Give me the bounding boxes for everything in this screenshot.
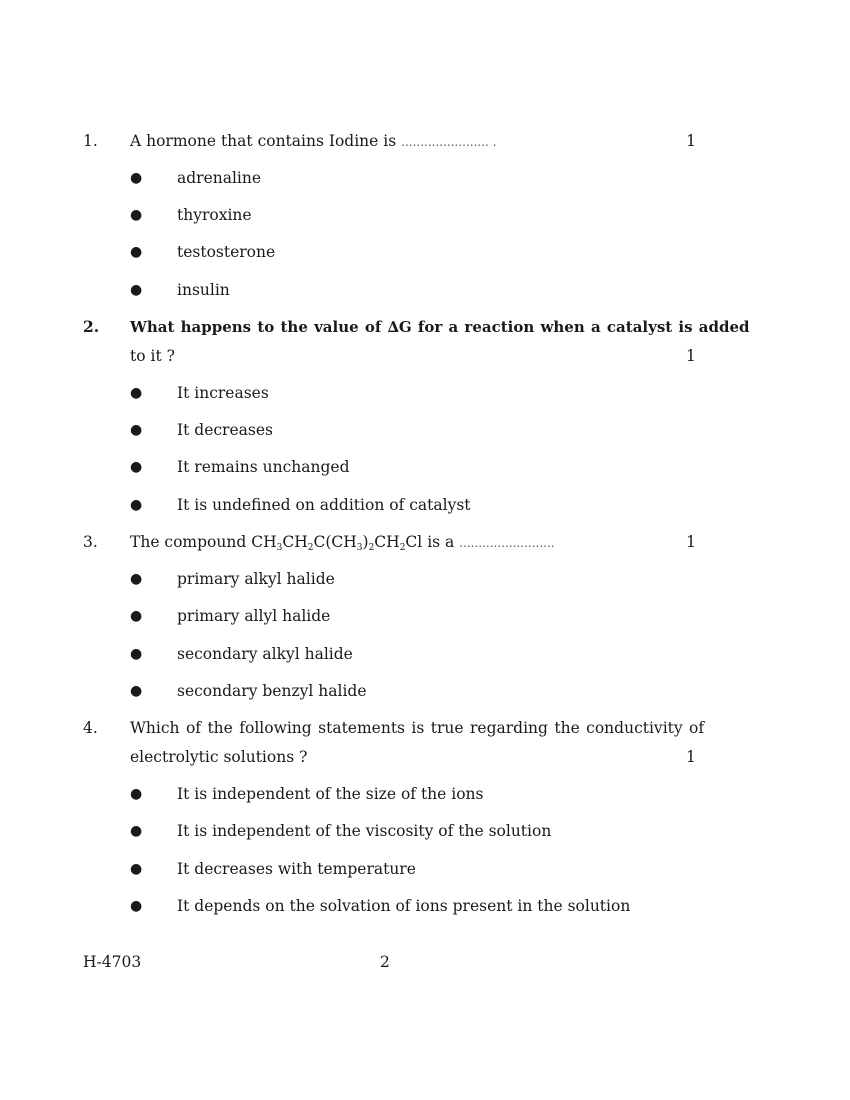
bullet-icon: ●	[130, 683, 143, 699]
question-text: Which of the following statements is true regarding the conductivity of	[130, 719, 705, 737]
bullet-icon: ●	[130, 244, 143, 260]
page-number: 2	[380, 953, 390, 971]
question-4	[83, 716, 705, 740]
question-text-continued: electrolytic solutions ?	[130, 748, 308, 766]
question-2	[83, 315, 750, 339]
marks: 1	[686, 748, 696, 766]
question-text: What happens to the value of ∆G for a reaction when a catalyst is added	[130, 318, 750, 336]
answer-blank: ....................... .	[401, 135, 497, 149]
bullet-icon: ●	[130, 459, 143, 475]
bullet-icon: ●	[130, 646, 143, 662]
chemical-formula: $CH_3CH_2C(CH_3)_2CH_2Cl$	[251, 533, 423, 553]
marks: 1	[686, 533, 696, 551]
question-text: A hormone that contains Iodine is ....................... .	[130, 132, 497, 150]
question-1	[83, 129, 696, 153]
bullet-icon: ●	[130, 207, 143, 223]
answer-blank: .........................	[459, 536, 555, 550]
question-number: 2.	[83, 317, 100, 336]
question-number: 3.	[83, 533, 98, 551]
bullet-icon: ●	[130, 861, 143, 877]
question-text-continued: to it ?	[130, 347, 175, 365]
bullet-icon: ●	[130, 608, 143, 624]
bullet-icon: ●	[130, 898, 143, 914]
bullet-icon: ●	[130, 786, 143, 802]
marks: 1	[686, 132, 696, 150]
question-text: The compound $CH_3CH_2C(CH_3)_2CH_2Cl$ is a .........................	[130, 533, 555, 553]
question-number: 4.	[83, 719, 98, 737]
question-3	[83, 530, 696, 554]
bullet-icon: ●	[130, 422, 143, 438]
bullet-icon: ●	[130, 571, 143, 587]
bullet-icon: ●	[130, 282, 143, 298]
bullet-icon: ●	[130, 823, 143, 839]
bullet-icon: ●	[130, 497, 143, 513]
paper-code: H-4703	[83, 953, 142, 971]
bullet-icon: ●	[130, 170, 143, 186]
question-number: 1.	[83, 132, 98, 150]
bullet-icon: ●	[130, 385, 143, 401]
marks: 1	[686, 347, 696, 365]
